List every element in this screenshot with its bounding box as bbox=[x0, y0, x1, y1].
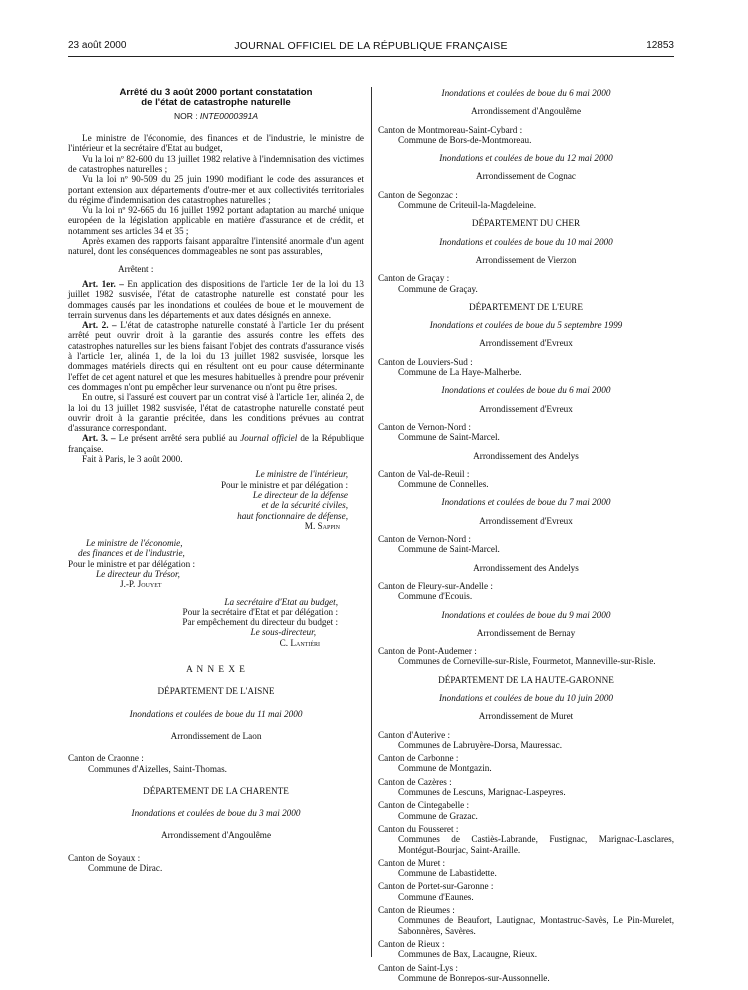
commune-list: Communes de Castiès-Labrande, Fustignac, Marignac-Lasclares, Montégut-Bourjac, Saint-Araille. bbox=[398, 834, 674, 855]
commune-list: Commune de Connelles. bbox=[398, 479, 489, 490]
article-2 bbox=[68, 320, 364, 392]
canton-label: Canton de Segonzac : bbox=[378, 189, 458, 200]
canton-label: Canton de Saint-Lys : bbox=[378, 962, 458, 973]
event-charente: Inondations et coulées de boue du 3 mai 2000 bbox=[131, 808, 301, 819]
signature-line: des finances et de l'industrie, bbox=[78, 548, 185, 559]
department-heading: DÉPARTEMENT DE LA HAUTE-GARONNE bbox=[438, 674, 614, 685]
event-heading: Inondations et coulées de boue du 6 mai 2000 bbox=[441, 385, 611, 396]
article-3-text-b: de la République française. bbox=[68, 433, 364, 454]
commune-list: Commune de Grazac. bbox=[398, 810, 478, 821]
preamble-rapports: Après examen des rapports faisant apparaître l'intensité anormale d'un agent naturel, dont les conséquences dommageables ne sont pas assurables, bbox=[68, 236, 364, 257]
event-heading: Inondations et coulées de boue du 10 mai 2000 bbox=[439, 236, 613, 247]
signature-line: haut fonctionnaire de défense, bbox=[237, 510, 348, 521]
commune-list: Commune de Labastidette. bbox=[398, 868, 497, 879]
signature-line: et de la sécurité civiles, bbox=[261, 500, 348, 511]
department-heading: DÉPARTEMENT DE L'EURE bbox=[469, 301, 583, 312]
commune-list: Commune d'Ecouis. bbox=[398, 591, 473, 602]
article-2-label: Art. 2. – bbox=[82, 320, 117, 331]
canton-label: Canton d'Auterive : bbox=[378, 729, 451, 740]
article-2-text: L'état de catastrophe naturelle constaté à l'article 1er du présent arrêté peut ouvrir droit à la garantie des assurés contre les effets des catastrophes naturelles sur les biens faisant l'objet des contrats d'assurance visés à l'article 1er, alinéa 1, de la loi du 13 juillet 1982 susvisée, lorsque les dommages matériels directs qui en résultent ont eu pour cause déterminante l'effet de cet agent naturel et que les mesures habituelles à prendre pour prévenir ces dommages n'ont pu empêcher leur survenance ou n'ont pu être prises. bbox=[68, 320, 364, 392]
signature-line: Le sous-directeur, bbox=[250, 627, 316, 638]
canton-label: Canton de Rieux : bbox=[378, 938, 445, 949]
arrondissement-laon: Arrondissement de Laon bbox=[170, 730, 262, 741]
canton-label: Canton de Rieumes : bbox=[378, 905, 455, 916]
article-3-label: Art. 3. – bbox=[82, 433, 116, 444]
annexe-heading: A N N E X E bbox=[186, 664, 246, 675]
canton-label: Canton de Pont-Audemer : bbox=[378, 646, 477, 657]
arrondissement-heading: Arrondissement d'Evreux bbox=[479, 338, 573, 349]
communes-craonne: Communes d'Aizelles, Saint-Thomas. bbox=[88, 763, 227, 774]
signatory-name: J.-P. Jouyet bbox=[120, 579, 162, 590]
canton-label: Canton du Fousseret : bbox=[378, 823, 459, 834]
signature-line: La secrétaire d'Etat au budget, bbox=[224, 596, 338, 607]
event-heading: Inondations et coulées de boue du 12 mai 2000 bbox=[439, 153, 613, 164]
commune-list: Communes de Beaufort, Lautignac, Montastruc-Savès, Le Pin-Murelet, Sabonnères, Savères. bbox=[398, 915, 674, 936]
commune-list: Commune de Saint-Marcel. bbox=[398, 432, 500, 443]
canton-label: Canton de Cintegabelle : bbox=[378, 800, 470, 811]
arrondissement-heading: Arrondissement d'Evreux bbox=[479, 403, 573, 414]
canton-label: Canton de Fleury-sur-Andelle : bbox=[378, 580, 493, 591]
arrondissement-heading: Arrondissement d'Evreux bbox=[479, 515, 573, 526]
canton-craonne: Canton de Craonne : bbox=[68, 753, 144, 764]
department-charente: DÉPARTEMENT DE LA CHARENTE bbox=[143, 785, 289, 796]
arrondissement-heading: Arrondissement d'Angoulême bbox=[470, 106, 582, 117]
commune-list: Communes de Lescuns, Marignac-Laspeyres. bbox=[398, 787, 566, 798]
commune-list: Commune de Bonrepos-sur-Aussonnelle. bbox=[398, 972, 550, 983]
canton-label: Canton de Portet-sur-Garonne : bbox=[378, 881, 494, 892]
signature-line: Par empêchement du directeur du budget : bbox=[182, 617, 338, 628]
event-heading: Inondations et coulées de boue du 6 mai 2000 bbox=[441, 88, 611, 98]
commune-list: Commune de Bors-de-Montmoreau. bbox=[398, 134, 532, 145]
left-column bbox=[68, 88, 364, 873]
signature-line: Le directeur du Trésor, bbox=[96, 568, 180, 579]
canton-label: Canton de Muret : bbox=[378, 857, 446, 868]
commune-list: Communes de Corneville-sur-Risle, Fourmetot, Manneville-sur-Risle. bbox=[398, 656, 656, 667]
commune-list: Commune de Saint-Marcel. bbox=[398, 544, 500, 555]
article-2-continued: En outre, si l'assuré est couvert par un contrat visé à l'article 1er, alinéa 2, de la loi du 13 juillet 1982 susvisée, l'état de catastrophe naturelle constaté peut ouvrir droit à la garantie précitée, dans les conditions prévues au contrat d'assurance correspondant. bbox=[68, 392, 364, 434]
nor-code: INTE0000391A bbox=[199, 110, 259, 121]
signature-line: Le directeur de la défense bbox=[252, 489, 348, 500]
nor-reference bbox=[68, 111, 364, 121]
signature-economie bbox=[68, 538, 364, 589]
right-column bbox=[378, 88, 674, 983]
decree-title-line2: de l'état de catastrophe naturelle bbox=[141, 97, 291, 109]
article-1 bbox=[68, 279, 364, 320]
canton-label: Canton de Montmoreau-Saint-Cybard : bbox=[378, 124, 523, 135]
article-3-journal: Journal officiel bbox=[240, 433, 298, 444]
commune-list: Commune d'Eaunes. bbox=[398, 891, 474, 902]
nor-label: NOR : bbox=[173, 110, 200, 121]
event-heading: Inondations et coulées de boue du 10 juin 2000 bbox=[438, 692, 614, 703]
signature-line: Pour le ministre et par délégation : bbox=[68, 558, 196, 569]
article-1-text: En application des dispositions de l'article 1er de la loi du 13 juillet 1982 susvisée, l'état de catastrophe naturelle est constaté pour les dommages causés par les inondations et coulées de boue et le mouvement de terrain survenus dans les départements et aux dates désignés en annexe. bbox=[68, 278, 364, 320]
header-date: 23 août 2000 bbox=[68, 40, 127, 51]
commune-dirac: Commune de Dirac. bbox=[88, 863, 163, 874]
canton-label: Canton de Vernon-Nord : bbox=[378, 534, 471, 545]
event-heading: Inondations et coulées de boue du 9 mai 2000 bbox=[441, 609, 611, 620]
canton-label: Canton de Vernon-Nord : bbox=[378, 421, 471, 432]
signature-budget bbox=[68, 597, 364, 648]
article-1-label: Art. 1er. – bbox=[82, 278, 124, 289]
signatory-name: C. Lantiéri bbox=[279, 637, 320, 648]
canton-soyaux: Canton de Soyaux : bbox=[68, 852, 141, 863]
commune-list: Commune de La Haye-Malherbe. bbox=[398, 367, 522, 378]
commune-list: Commune de Graçay. bbox=[398, 283, 478, 294]
signature-line: Le ministre de l'économie, bbox=[86, 538, 183, 549]
commune-list: Commune de Montgazin. bbox=[398, 763, 492, 774]
event-aisne: Inondations et coulées de boue du 11 mai 2000 bbox=[129, 708, 303, 719]
header-rule bbox=[68, 56, 674, 57]
journal-title: JOURNAL OFFICIEL DE LA RÉPUBLIQUE FRANÇAISE bbox=[234, 40, 508, 52]
article-3 bbox=[68, 433, 364, 454]
canton-label: Canton de Louviers-Sud : bbox=[378, 356, 473, 367]
signature-interieur bbox=[68, 469, 364, 531]
arrondissement-heading: Arrondissement des Andelys bbox=[473, 562, 579, 573]
page-number: 12853 bbox=[646, 40, 674, 51]
arrondissement-heading: Arrondissement de Cognac bbox=[475, 171, 577, 182]
signature-line: Pour le ministre et par délégation : bbox=[220, 479, 348, 490]
arrondissement-heading: Arrondissement des Andelys bbox=[473, 450, 579, 461]
arrondissement-heading: Arrondissement de Muret bbox=[478, 711, 574, 722]
department-heading: DÉPARTEMENT DU CHER bbox=[471, 218, 581, 229]
canton-label: Canton de Carbonne : bbox=[378, 753, 459, 764]
department-aisne: DÉPARTEMENT DE L'AISNE bbox=[157, 686, 275, 697]
commune-list: Communes de Bax, Lacaugne, Rieux. bbox=[398, 949, 538, 960]
canton-label: Canton de Val-de-Reuil : bbox=[378, 468, 470, 479]
arrondissement-angouleme: Arrondissement d'Angoulême bbox=[160, 830, 272, 841]
signatory-name: M. Sappin bbox=[304, 520, 340, 531]
arretent: Arrêtent : bbox=[118, 263, 154, 274]
arrondissement-heading: Arrondissement de Vierzon bbox=[475, 254, 577, 265]
canton-label: Canton de Cazères : bbox=[378, 776, 452, 787]
commune-list: Commune de Criteuil-la-Magdeleine. bbox=[398, 200, 537, 211]
article-3-text-a: Le présent arrêté sera publié au bbox=[118, 433, 241, 444]
event-heading: Inondations et coulées de boue du 5 septembre 1999 bbox=[429, 320, 623, 331]
column-divider bbox=[371, 87, 372, 957]
commune-list: Communes de Labruyère-Dorsa, Mauressac. bbox=[398, 739, 563, 750]
page-header bbox=[68, 40, 674, 56]
preamble-loi-1990: Vu la loi nº 90-509 du 25 juin 1990 modifiant le code des assurances et portant extension aux départements d'outre-mer et aux collectivités territoriales du régime d'indemnisation des catastrophes naturelles ; bbox=[68, 174, 364, 205]
preamble-ministers: Le ministre de l'économie, des finances et de l'industrie, le ministre de l'intérieur et la secrétaire d'Etat au budget, bbox=[68, 133, 364, 154]
preamble-loi-1982: Vu la loi nº 82-600 du 13 juillet 1982 relative à l'indemnisation des victimes de catastrophes naturelles ; bbox=[68, 153, 364, 174]
event-heading: Inondations et coulées de boue du 7 mai 2000 bbox=[441, 497, 611, 508]
preamble-loi-1992: Vu la loi nº 92-665 du 16 juillet 1992 portant adaptation au marché unique européen de la législation applicable en matière d'assurance et de crédit, et notamment ses articles 34 et 35 ; bbox=[68, 205, 364, 236]
signature-line: Pour la secrétaire d'Etat et par délégation : bbox=[182, 606, 338, 617]
arrondissement-heading: Arrondissement de Bernay bbox=[476, 627, 576, 638]
canton-label: Canton de Graçay : bbox=[378, 273, 450, 284]
decree-title-line1: Arrêté du 3 août 2000 portant constatation bbox=[119, 87, 313, 98]
signature-line: Le ministre de l'intérieur, bbox=[255, 469, 348, 480]
fait-a-paris: Fait à Paris, le 3 août 2000. bbox=[82, 454, 183, 465]
